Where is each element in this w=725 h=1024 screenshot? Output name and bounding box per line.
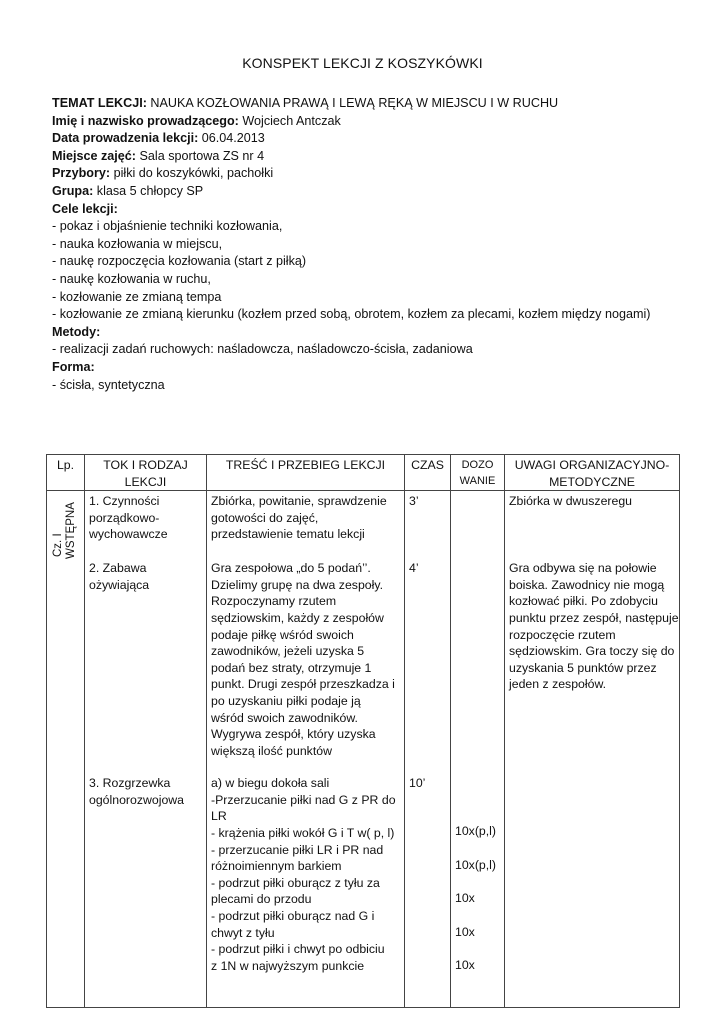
tresc-line: sędziowskim, każdy z zespołów [211, 610, 384, 625]
section-label-part1: Cz. I [52, 533, 64, 558]
tresc-line: z 1N w najwyższym punkcie [211, 958, 365, 973]
tresc-line: przedstawienie tematu lekcji [211, 527, 365, 542]
tok-line: wychowawcze [89, 527, 168, 542]
uwagi-line: sędziowskim. Gra toczy się do [509, 644, 675, 659]
tok-block-2 [85, 560, 206, 593]
czas-value: 10’ [409, 776, 426, 791]
document-title: KONSPEKT LEKCJI Z KOSZYKÓWKI [242, 55, 483, 71]
tresc-line: - krążenia piłki wokół G i T w( p, l) [211, 825, 395, 840]
tresc-line: podań bez straty, otrzymuje 1 [211, 660, 372, 675]
uwagi-line: Gra odbywa się na połowie [509, 561, 657, 576]
tok-block-1 [85, 493, 206, 543]
teacher-value: Wojciech Antczak [238, 113, 341, 128]
uwagi-line: uzyskania 5 punktów przez [509, 660, 657, 675]
section-label-part2: WSTĘPNA [65, 502, 77, 560]
dozowanie-value: 10x(p,l) [455, 858, 497, 873]
uwagi-column [505, 491, 680, 1008]
tresc-line: - podrzut piłki oburącz z tyłu za [211, 875, 380, 890]
tresc-block-3 [207, 775, 404, 974]
uwagi-line: rozpoczęcie rzutem [509, 627, 616, 642]
tresc-line: po uzyskaniu piłki podaje ją [211, 693, 361, 708]
tresc-line: podaje piłkę wśród swoich [211, 627, 354, 642]
tresc-line: wśród swoich zawodników. [211, 710, 358, 725]
methods-label: Metody: [52, 324, 101, 339]
group-value: klasa 5 chłopcy SP [93, 183, 204, 198]
lesson-info [52, 95, 692, 394]
header-dozowanie: DOZO WANIE [451, 455, 505, 491]
tok-column [85, 491, 207, 1008]
goal-item: - naukę kozłowania w ruchu, [52, 271, 211, 286]
dozowanie-value: 10x [455, 958, 475, 973]
goal-item: - kozłowanie ze zmianą tempa [52, 289, 222, 304]
date-value: 06.04.2013 [198, 131, 265, 146]
dozowanie-value: 10x [455, 925, 475, 940]
topic-row [52, 95, 692, 113]
goals-heading [52, 201, 692, 219]
tresc-line: Rozpoczynamy rzutem [211, 594, 337, 609]
uwagi-block-2 [505, 560, 679, 693]
header-lp: Lp. [47, 455, 85, 491]
uwagi-line: punktu przez zespół, następuje [509, 610, 679, 625]
tresc-line: większą ilość punktów [211, 743, 332, 758]
table-header-row [47, 455, 680, 491]
dozowanie-value: 10x(p,l) [455, 824, 497, 839]
czas-value: 3’ [409, 494, 419, 509]
tresc-line: Dzielimy grupę na dwa zespoły. [211, 577, 384, 592]
equipment-label: Przybory: [52, 166, 111, 181]
header-tok: TOK I RODZAJ LEKCJI [85, 455, 207, 491]
tok-line: ogólnorozwojowa [89, 792, 185, 807]
tok-line: ożywiająca [89, 577, 150, 592]
form-value: - ścisła, syntetyczna [52, 377, 165, 392]
section-label [51, 497, 77, 560]
date-label: Data prowadzenia lekcji: [52, 131, 199, 146]
tok-line: 2. Zabawa [89, 561, 147, 576]
goal-item: - naukę rozpoczęcia kozłowania (start z piłką) [52, 254, 307, 269]
czas-value: 4’ [409, 561, 419, 576]
methods-heading [52, 324, 692, 342]
uwagi-line: jeden z zespołów. [509, 677, 607, 692]
tok-line: porządkowo- [89, 510, 160, 525]
uwagi-line: Zbiórka w dwuszeregu [509, 494, 633, 509]
tresc-line: punkt. Drugi zespół przeszkadza i [211, 677, 395, 692]
tresc-line: Zbiórka, powitanie, sprawdzenie [211, 494, 387, 509]
goal-item: - kozłowanie ze zmianą kierunku (kozłem przed sobą, obrotem, kozłem za plecami, kozłem między nogami) [52, 307, 651, 322]
place-row [52, 148, 692, 166]
place-label: Miejsce zajęć: [52, 148, 137, 163]
tresc-line: plecami do przodu [211, 892, 312, 907]
tresc-block-1 [207, 493, 404, 543]
header-czas: CZAS [405, 455, 451, 491]
tresc-line: Gra zespołowa „do 5 podań’’. [211, 561, 371, 576]
methods-value: - realizacji zadań ruchowych: naśladowcza, naśladowczo-ścisła, zadaniowa [52, 342, 473, 357]
topic-label: TEMAT LEKCJI: [52, 96, 147, 110]
tresc-line: LR [211, 809, 227, 824]
group-label: Grupa: [52, 183, 94, 198]
goal-item: - nauka kozłowania w miejscu, [52, 236, 223, 251]
tresc-line: chwyt z tyłu [211, 925, 275, 940]
place-value: Sala sportowa ZS nr 4 [136, 148, 265, 163]
uwagi-line: kozłować piłki. Po zdobyciu [509, 594, 658, 609]
tresc-line: a) w biegu dokoła sali [211, 776, 330, 791]
header-tresc: TREŚĆ I PRZEBIEG LEKCJI [207, 455, 405, 491]
tresc-block-2 [207, 560, 404, 759]
form-heading [52, 359, 692, 377]
header-uwagi: UWAGI ORGANIZACYJNO-METODYCZNE [505, 455, 680, 491]
tresc-line: -Przerzucanie piłki nad G z PR do [211, 792, 396, 807]
uwagi-line: boiska. Zawodnicy nie mogą [509, 577, 665, 592]
equipment-value: piłki do koszykówki, pachołki [110, 166, 274, 181]
dozowanie-column [451, 491, 505, 1008]
czas-column [405, 491, 451, 1008]
tresc-line: różnoimiennym barkiem [211, 859, 342, 874]
equipment-row [52, 165, 692, 183]
date-row [52, 130, 692, 148]
tresc-line: - przerzucanie piłki LR i PR nad [211, 842, 384, 857]
tok-line: 3. Rozgrzewka [89, 776, 171, 791]
lesson-plan-table [46, 454, 680, 1008]
tresc-line: gotowości do zajęć, [211, 510, 319, 525]
goals-label: Cele lekcji: [52, 201, 118, 216]
table-row [47, 491, 680, 1008]
tok-line: 1. Czynności [89, 494, 160, 509]
tresc-line: zawodników, jeżeli uzyska 5 [211, 644, 365, 659]
tresc-line: Wygrywa zespół, który uzyska [211, 727, 376, 742]
tresc-line: - podrzut piłki oburącz nad G i [211, 908, 375, 923]
teacher-row [52, 113, 692, 131]
group-row [52, 183, 692, 201]
tresc-line: - podrzut piłki i chwyt po odbiciu [211, 942, 385, 957]
goal-item: - pokaz i objaśnienie techniki kozłowania, [52, 219, 283, 234]
tok-block-3 [85, 775, 206, 808]
section-cell [47, 491, 85, 1008]
teacher-label: Imię i nazwisko prowadzącego: [52, 113, 239, 128]
topic-value: NAUKA KOZŁOWANIA PRAWĄ I LEWĄ RĘKĄ W MIEJSCU I W RUCHU [146, 96, 559, 110]
form-label: Forma: [52, 359, 95, 374]
tresc-column [207, 491, 405, 1008]
uwagi-block-1 [505, 493, 679, 510]
dozowanie-value: 10x [455, 891, 475, 906]
